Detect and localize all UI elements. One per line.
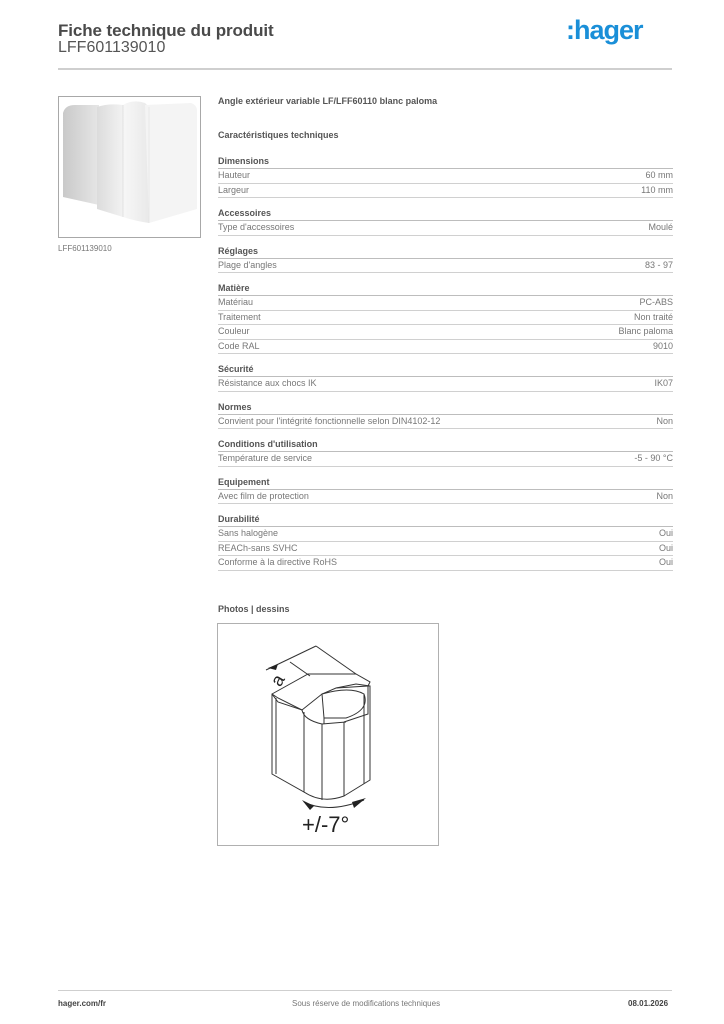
spec-value: Oui (658, 557, 673, 567)
spec-group-title: Normes (218, 401, 673, 415)
spec-row (218, 325, 673, 340)
svg-text:a: a (266, 670, 289, 690)
spec-label: Couleur (218, 326, 250, 336)
spec-value: Blanc paloma (618, 326, 673, 336)
technical-specs-heading: Caractéristiques techniques (218, 130, 339, 140)
spec-label: Code RAL (218, 340, 260, 351)
spec-value: PC-ABS (639, 297, 673, 307)
spec-value: 60 mm (645, 170, 673, 180)
spec-group-conditions (218, 438, 673, 467)
footer-website-link[interactable]: hager.com/fr (58, 999, 107, 1008)
spec-label: Traitement (218, 311, 261, 322)
footer-divider (58, 990, 672, 991)
photos-heading: Photos | dessins (218, 604, 290, 614)
spec-row (218, 490, 673, 505)
spec-group-title: Accessoires (218, 207, 673, 221)
spec-value: Oui (658, 528, 673, 538)
spec-label: Matériau (218, 297, 254, 307)
spec-group-title: Matière (218, 282, 673, 296)
spec-label: Plage d'angles (218, 259, 277, 270)
spec-label: Conforme à la directive RoHS (218, 557, 338, 567)
spec-row (218, 221, 673, 236)
spec-value: Non traité (633, 311, 673, 322)
spec-label: Température de service (218, 453, 313, 463)
spec-value: Moulé (648, 222, 673, 232)
spec-label: Hauteur (218, 170, 251, 180)
spec-value: 83 - 97 (644, 259, 673, 270)
page-title: Fiche technique du produit (58, 21, 274, 40)
spec-label: Avec film de protection (218, 490, 309, 501)
spec-value: Non (656, 415, 673, 426)
spec-row (218, 452, 673, 467)
spec-label: Convient pour l'intégrité fonctionnelle selon DIN4102-12 (218, 415, 441, 426)
spec-group-dimensions (218, 155, 673, 198)
product-photo-icon (59, 97, 200, 237)
spec-value: 110 mm (641, 184, 673, 195)
spec-value: Oui (658, 542, 673, 553)
technical-drawing (217, 623, 439, 846)
spec-value: -5 - 90 °C (634, 453, 673, 463)
product-reference: LFF601139010 (58, 39, 166, 56)
footer-disclaimer: Sous réserve de modifications techniques (292, 999, 441, 1008)
spec-group-title: Sécurité (218, 363, 673, 377)
spec-label: Sans halogène (218, 528, 279, 538)
spec-group-reglages (218, 245, 673, 274)
spec-row (218, 169, 673, 184)
spec-label: Type d'accessoires (218, 222, 295, 232)
product-thumbnail (58, 96, 201, 238)
specs-table (218, 155, 673, 580)
spec-row (218, 377, 673, 392)
hager-logo: :hager (566, 15, 643, 45)
spec-group-title: Durabilité (218, 513, 673, 527)
spec-row (218, 259, 673, 274)
header-divider (58, 68, 672, 70)
spec-row (218, 415, 673, 430)
spec-row (218, 311, 673, 326)
spec-row (218, 542, 673, 557)
spec-value: IK07 (654, 378, 673, 388)
spec-row (218, 296, 673, 311)
spec-group-title: Conditions d'utilisation (218, 438, 673, 452)
spec-group-normes (218, 401, 673, 430)
spec-group-title: Equipement (218, 476, 673, 490)
footer-date: 08.01.2026 (628, 999, 669, 1008)
spec-group-accessoires (218, 207, 673, 236)
thumbnail-caption: LFF601139010 (58, 244, 112, 253)
spec-group-durabilite (218, 513, 673, 571)
spec-label: REACh-sans SVHC (218, 542, 298, 553)
spec-group-securite (218, 363, 673, 392)
spec-group-equipement (218, 476, 673, 505)
spec-row (218, 527, 673, 542)
spec-value: Non (656, 490, 673, 501)
spec-value: 9010 (652, 340, 673, 351)
spec-group-matiere (218, 282, 673, 354)
spec-group-title: Réglages (218, 245, 673, 259)
angle-label: +/-7° (302, 812, 350, 837)
spec-label: Résistance aux chocs IK (218, 378, 317, 388)
spec-row (218, 340, 673, 355)
spec-row (218, 184, 673, 199)
product-name: Angle extérieur variable LF/LFF60110 blanc paloma (218, 96, 438, 106)
spec-row (218, 556, 673, 571)
spec-group-title: Dimensions (218, 155, 673, 169)
spec-label: Largeur (218, 184, 250, 195)
